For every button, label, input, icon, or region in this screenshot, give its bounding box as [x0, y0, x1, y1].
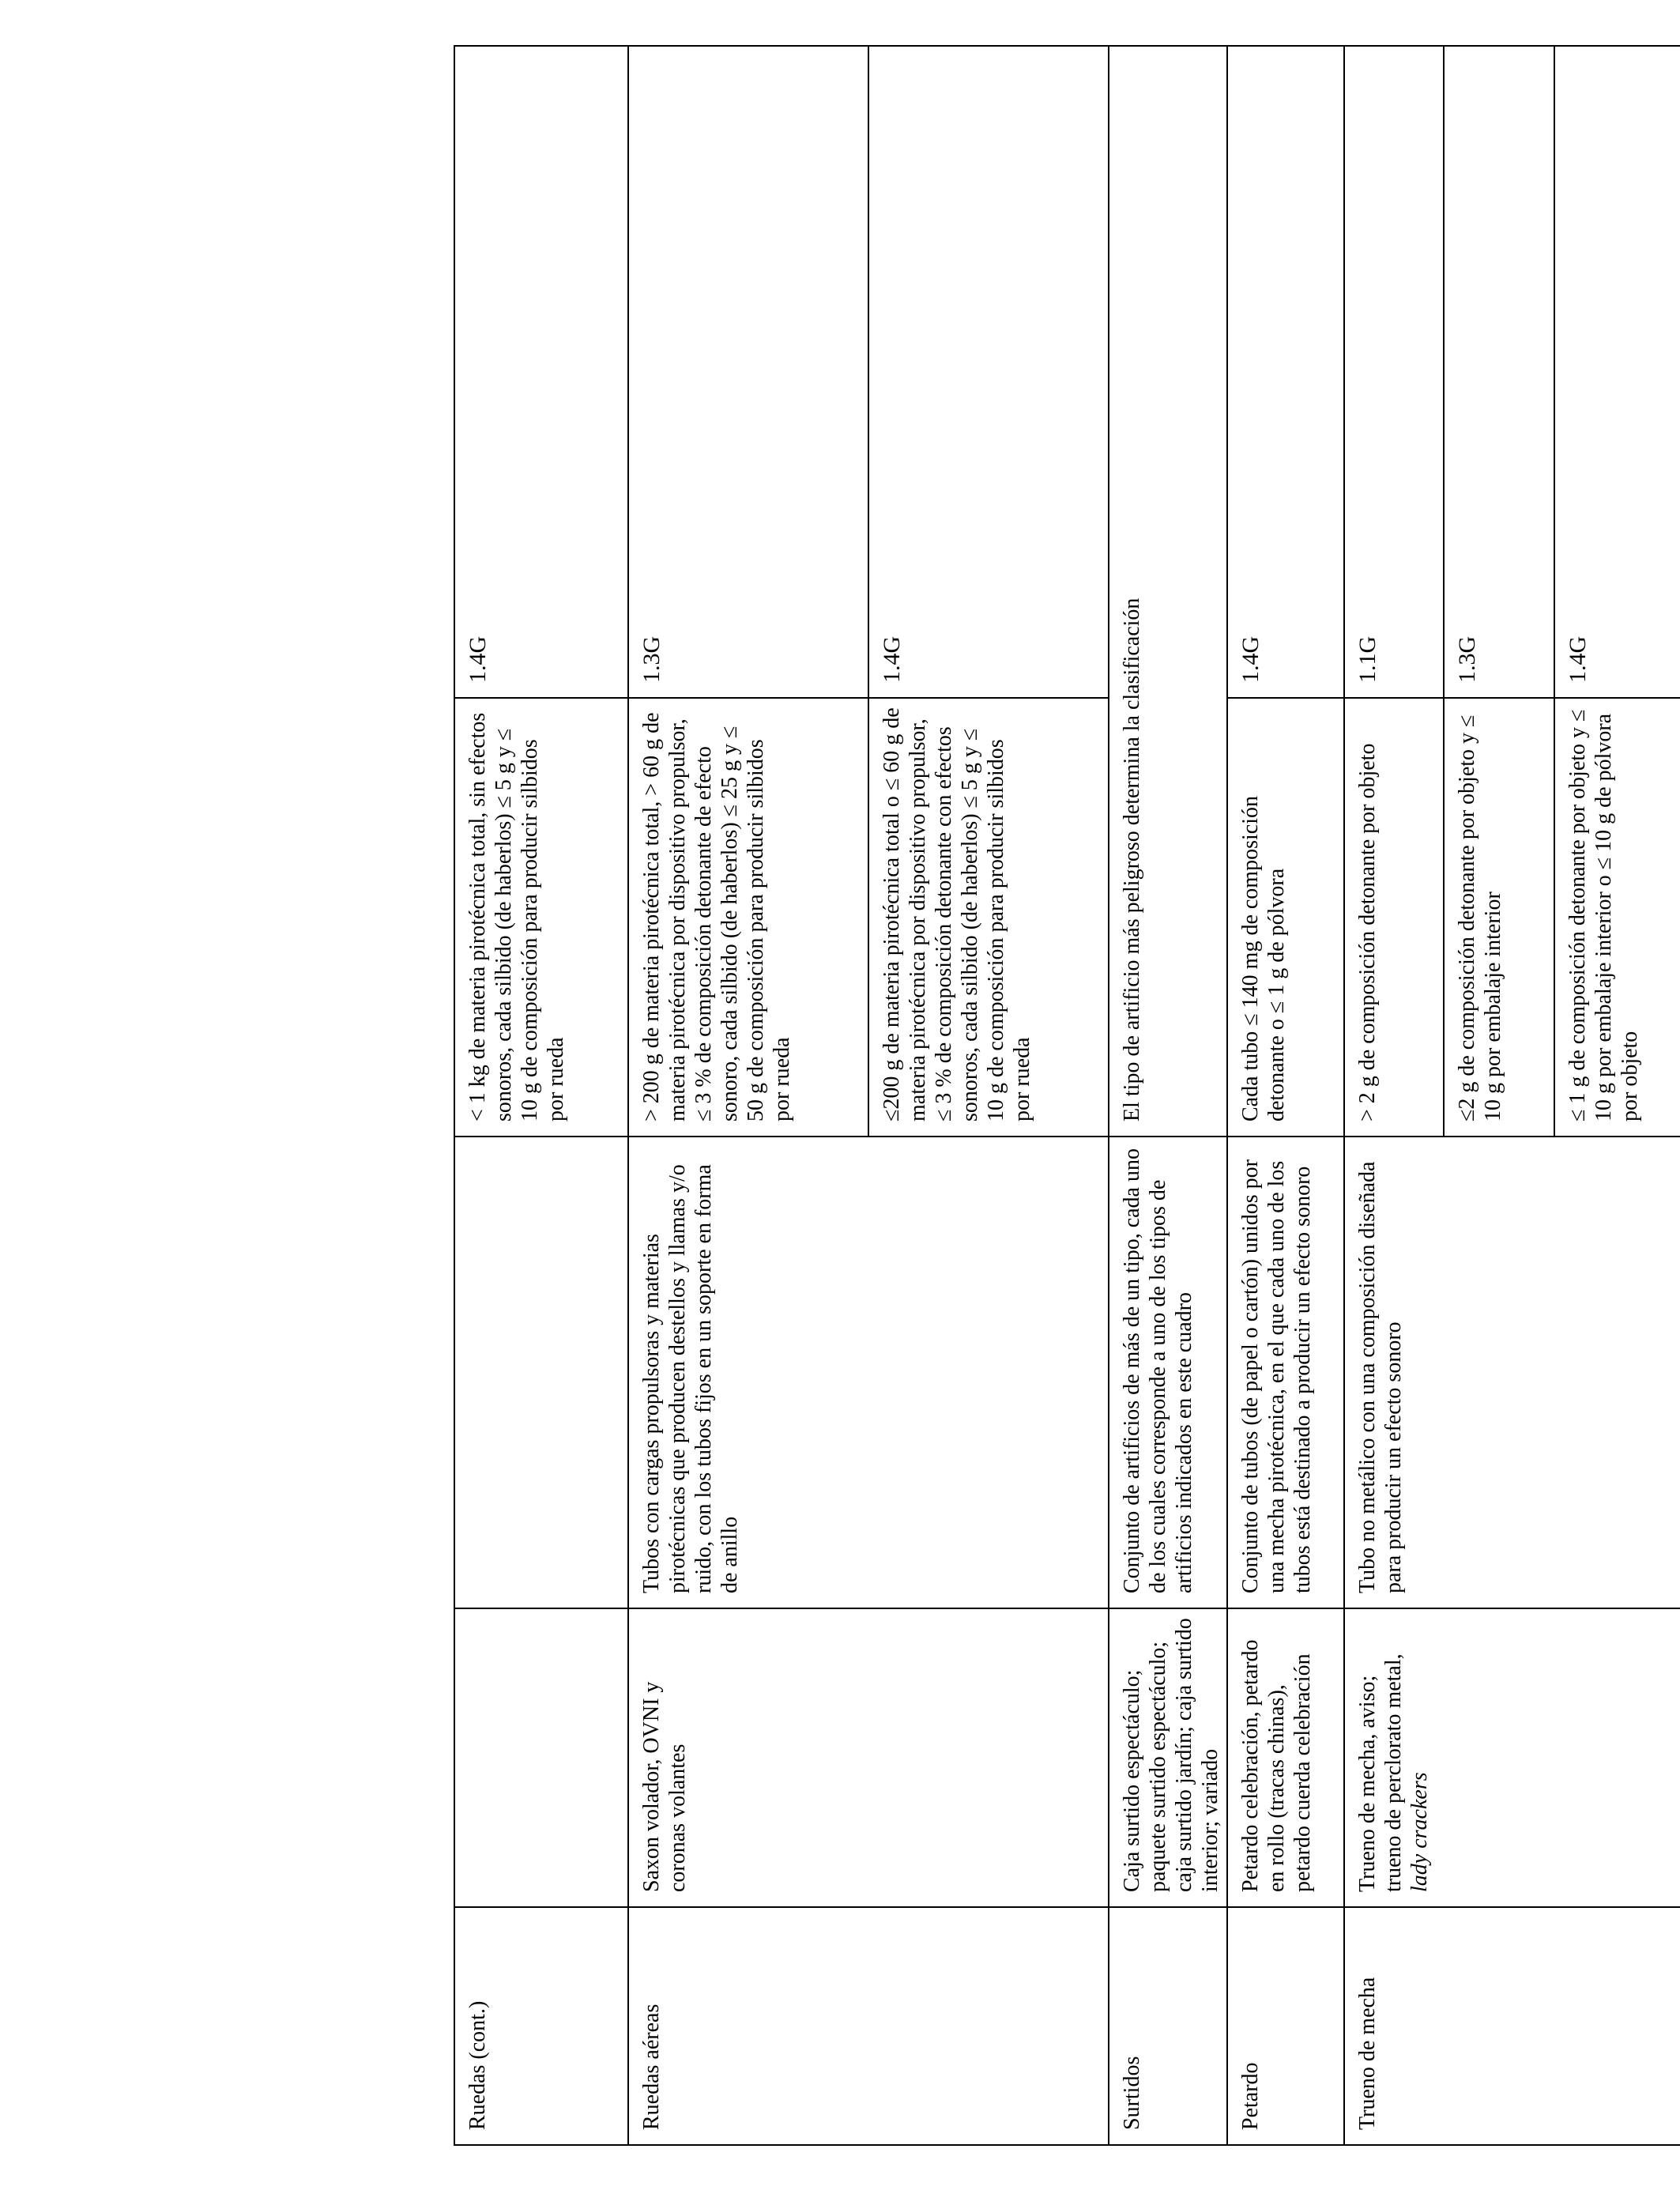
tipo-cell	[454, 1907, 628, 2145]
spec-cell	[1344, 698, 1444, 1137]
incluye-text: Saxon volador, OVNI y coronas volantes	[639, 1681, 690, 1892]
definicion-text: Conjunto de artificios de más de un tipo, cada uno de los cuales corresponde a uno de los tipos de artificios indicados en este cuadro	[1120, 1148, 1196, 1593]
table-row	[1344, 46, 1444, 2145]
incluye-text: Trueno de mecha, aviso; trueno de perclorato metal,	[1355, 1653, 1406, 1892]
table-row	[628, 46, 868, 2145]
incluye-cell	[454, 1608, 628, 1907]
spec-text: > 2 g de composición detonante por objeto	[1355, 743, 1380, 1122]
class-text: 1.3G	[638, 635, 665, 683]
definicion-text: Tubo no metálico con una composición diseñada para producir un efecto sonoro	[1355, 1161, 1406, 1593]
table-row	[1227, 46, 1344, 2145]
tipo-cell	[1344, 1907, 1680, 2145]
definicion-cell	[1109, 1137, 1227, 1608]
spec-cell	[454, 698, 628, 1137]
class-text: 1.1G	[1354, 635, 1381, 683]
class-cell	[1227, 46, 1344, 698]
incluye-cell	[1109, 1608, 1227, 1907]
merged-spec-cell	[1109, 46, 1227, 1137]
spec-cell	[1554, 698, 1680, 1137]
spec-cell	[868, 698, 1109, 1137]
class-cell	[868, 46, 1109, 698]
incluye-cell	[1227, 1608, 1344, 1907]
spec-cell	[1227, 698, 1344, 1137]
table-row	[1109, 46, 1227, 2145]
incluye-italic-text: lady crackers	[1407, 1772, 1432, 1892]
tipo-text: Trueno de mecha	[1355, 1977, 1380, 2130]
definicion-text: Conjunto de tubos (de papel o cartón) unidos por una mecha pirotécnica, en el que cada uno de los tubos está destinado a producir un efecto sonoro	[1238, 1159, 1315, 1593]
tipo-text: Ruedas (cont.)	[465, 2000, 490, 2130]
definicion-text: Tubos con cargas propulsoras y materias pirotécnicas que producen destellos y llamas y/o ruido, con los tubos fijos en un soporte en forma de anillo	[639, 1164, 742, 1593]
class-text: 1.4G	[1237, 635, 1264, 683]
fireworks-classification-table	[454, 45, 1680, 2146]
spec-text: > 200 g de materia pirotécnica total, > 60 g de materia pirotécnica por dispositivo propulsor, ≤ 3 % de composición detonante de efecto sonoro, cada silbido (de haberlos) ≤ 25 g y ≤ 50 g de composición para producir silbidos por rueda	[639, 712, 794, 1122]
definicion-cell	[1344, 1137, 1680, 1608]
class-text: 1.4G	[1565, 635, 1591, 683]
spec-cell	[628, 698, 868, 1137]
spec-text: ≤ 1 g de composición detonante por objeto y ≤ 10 g por embalaje interior o ≤ 10 g de pólvora por objeto	[1565, 709, 1642, 1122]
merged-spec-text: El tipo de artificio más peligroso determina la clasificación	[1120, 598, 1144, 1122]
class-text: 1.3G	[1454, 635, 1480, 683]
incluye-text: Caja surtido espectáculo; paquete surtido espectáculo; caja surtido jardín; caja surtido interior; variado	[1120, 1618, 1222, 1892]
class-cell	[1444, 46, 1554, 698]
tipo-text: Petardo	[1238, 2062, 1263, 2130]
incluye-cell	[1344, 1608, 1680, 1907]
class-text: 1.4G	[879, 635, 905, 683]
definicion-cell	[628, 1137, 1109, 1608]
spec-text: < 1 kg de materia pirotécnica total, sin efectos sonoros, cada silbido (de haberlos) ≤ 5 g y ≤ 10 g de composición para producir silbidos por rueda	[465, 712, 568, 1122]
class-cell	[1344, 46, 1444, 698]
incluye-cell	[628, 1608, 1109, 1907]
tipo-text: Surtidos	[1120, 2056, 1144, 2130]
spec-text: ≤2 g de composición detonante por objeto y ≤ 10 g por embalaje interior	[1455, 714, 1505, 1122]
class-text: 1.4G	[465, 635, 491, 683]
tipo-text: Ruedas aéreas	[639, 2004, 664, 2130]
spec-text: ≤200 g de materia pirotécnica total o ≤ 60 g de materia pirotécnica por dispositivo propulsor, ≤ 3 % de composición detonante con efectos sonoros, cada silbido (de haberlos) ≤ 5 g y ≤ 10 g de composición para producir silbidos por rueda	[880, 707, 1034, 1122]
definicion-cell	[454, 1137, 628, 1608]
class-cell	[1554, 46, 1680, 698]
table-row	[454, 46, 628, 2145]
tipo-cell	[1227, 1907, 1344, 2145]
spec-cell	[1444, 698, 1554, 1137]
class-cell	[628, 46, 868, 698]
class-cell	[454, 46, 628, 698]
tipo-cell	[1109, 1907, 1227, 2145]
incluye-text: Petardo celebración, petardo en rollo (tracas chinas), petardo cuerda celebración	[1238, 1639, 1315, 1892]
tipo-cell	[628, 1907, 1109, 2145]
spec-text: Cada tubo ≤ 140 mg de composición detonante o ≤ 1 g de pólvora	[1238, 796, 1289, 1122]
definicion-cell	[1227, 1137, 1344, 1608]
